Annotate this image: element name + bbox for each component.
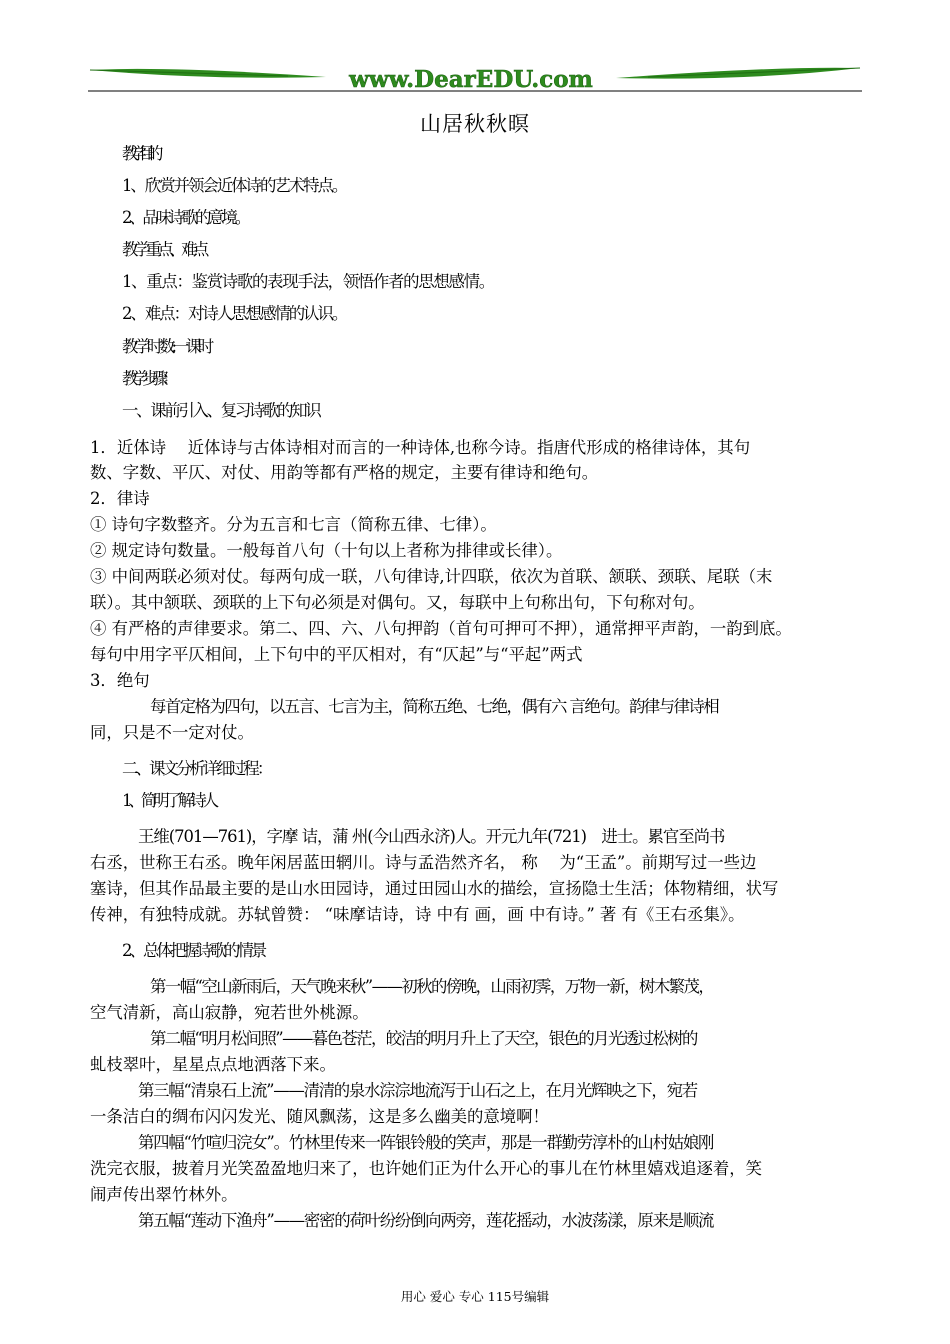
text-line: 第一幅“空山新雨后，天气晚来秋”——初秋的傍晚，山雨初霁，万物一新，树木繁茂，: [150, 977, 714, 996]
text-line: 每首定格为四句，以五言、七言为主，简称五绝、七绝，偶有六 言绝句。韵律与律诗相: [150, 697, 719, 716]
text-line: 第四幅“竹喧归浣女”。竹林里传来一阵银铃般的笑声，那是一群勤劳淳朴的山村姑娘刚: [138, 1133, 714, 1152]
text-line: 第五幅“莲动下渔舟”——密密的荷叶纷纷倒向两旁，莲花摇动，水波荡漾，原来是顺流: [138, 1211, 714, 1230]
text-line: 右丞，世称王右丞。晚年闲居蓝田辋川。诗与孟浩然齐名， 称 为“王孟”。前期写过一些边: [90, 853, 757, 872]
text-line: 3．绝句: [90, 671, 150, 690]
text-line: ② 规定诗句数量。一般每首八句（十句以上者称为排律或长律）。: [90, 541, 563, 560]
site-url-text: www.DearEDU.com: [349, 66, 593, 93]
text-line: 1．近体诗 近体诗与古体诗相对而言的一种诗体,也称今诗。指唐代形成的格律诗体，其句: [90, 438, 751, 457]
text-line: 联）。其中颔联、颈联的上下句必须是对偶句。又，每联中上句称出句，下句称对句。: [90, 593, 705, 612]
text-line: 每句中用字平仄相间，上下句中的平仄相对，有“仄起”与“平起”两式: [90, 645, 583, 664]
text-line: 教学重点、难点: [122, 240, 205, 259]
leaf-swoosh-logo-icon: [88, 60, 862, 96]
text-line: 2．律诗: [90, 489, 150, 508]
text-line: 闹声传出翠竹林外。: [90, 1185, 238, 1204]
text-line: 第二幅“明月松间照”——暮色苍茫，皎洁的明月升上了天空，银色的月光透过松树的: [150, 1029, 697, 1048]
text-line: ③ 中间两联必须对仗。每两句成一联，八句律诗,计四联，依次为首联、颔联、颈联、尾联（末: [90, 567, 773, 586]
text-line: 教学时数:一课时: [122, 337, 211, 356]
text-line: 王维(701—761)，字摩 诘，蒲 州(今山西永济)人。开元九年(721) 进士。累官至尚书: [138, 827, 725, 846]
text-line: 虬枝翠叶，星星点点地洒落下来。: [90, 1055, 336, 1074]
text-line: 2、品味诗歌的意境。: [122, 208, 248, 227]
text-line: 空气清新，高山寂静，宛若世外桃源。: [90, 1003, 369, 1022]
text-line: 2、难点：对诗人思想感情的认识。: [122, 304, 347, 323]
text-line: 传神，有独特成就。苏轼曾赞： “味摩诘诗，诗 中有 画，画 中有诗。” 著 有《王右丞集》。: [90, 905, 745, 924]
text-line: 一、课前引入、复习诗歌的知识: [122, 401, 320, 420]
text-line: 同，只是不一定对仗。: [90, 723, 254, 742]
text-line: 教学步骤：: [122, 369, 172, 388]
text-line: 1、欣赏并领会近体诗的艺术特点。: [122, 176, 347, 195]
page-footer: 用心 爱心 专心 115号编辑: [400, 1289, 550, 1304]
text-line: 一条洁白的绸布闪闪发光、随风飘荡，这是多么幽美的意境啊！: [90, 1107, 549, 1126]
text-line: 教学目的: [122, 144, 156, 163]
text-line: 1、重点：鉴赏诗歌的表现手法，领悟作者的思想感情。: [122, 272, 494, 291]
text-line: 数、字数、平仄、对仗、用韵等都有严格的规定，主要有律诗和绝句。: [90, 463, 599, 482]
text-line: 2、总体把握诗歌的情景: [122, 941, 265, 960]
page-title: 山居秋秋暝: [420, 112, 530, 136]
text-line: ④ 有严格的声律要求。第二、四、六、八句押韵（首句可押可不押），通常押平声韵，一韵到底。: [90, 619, 792, 638]
text-line: 洗完衣服，披着月光笑盈盈地归来了，也许她们正为什么开心的事儿在竹林里嬉戏追逐着，笑: [90, 1159, 763, 1178]
text-line: 塞诗，但其作品最主要的是山水田园诗，通过田园山水的描绘，宣扬隐士生活；体物精细，状写: [90, 879, 779, 898]
text-line: ① 诗句字数整齐。分为五言和七言（简称五律、七律）。: [90, 515, 497, 534]
site-header-banner: [88, 60, 862, 96]
text-line: 第三幅“清泉石上流”——清清的泉水淙淙地流泻于山石之上，在月光辉映之下，宛若: [138, 1081, 697, 1100]
text-line: 二、课文分析详细过程：: [122, 759, 271, 778]
text-line: 1、简明了解诗人: [122, 791, 216, 810]
